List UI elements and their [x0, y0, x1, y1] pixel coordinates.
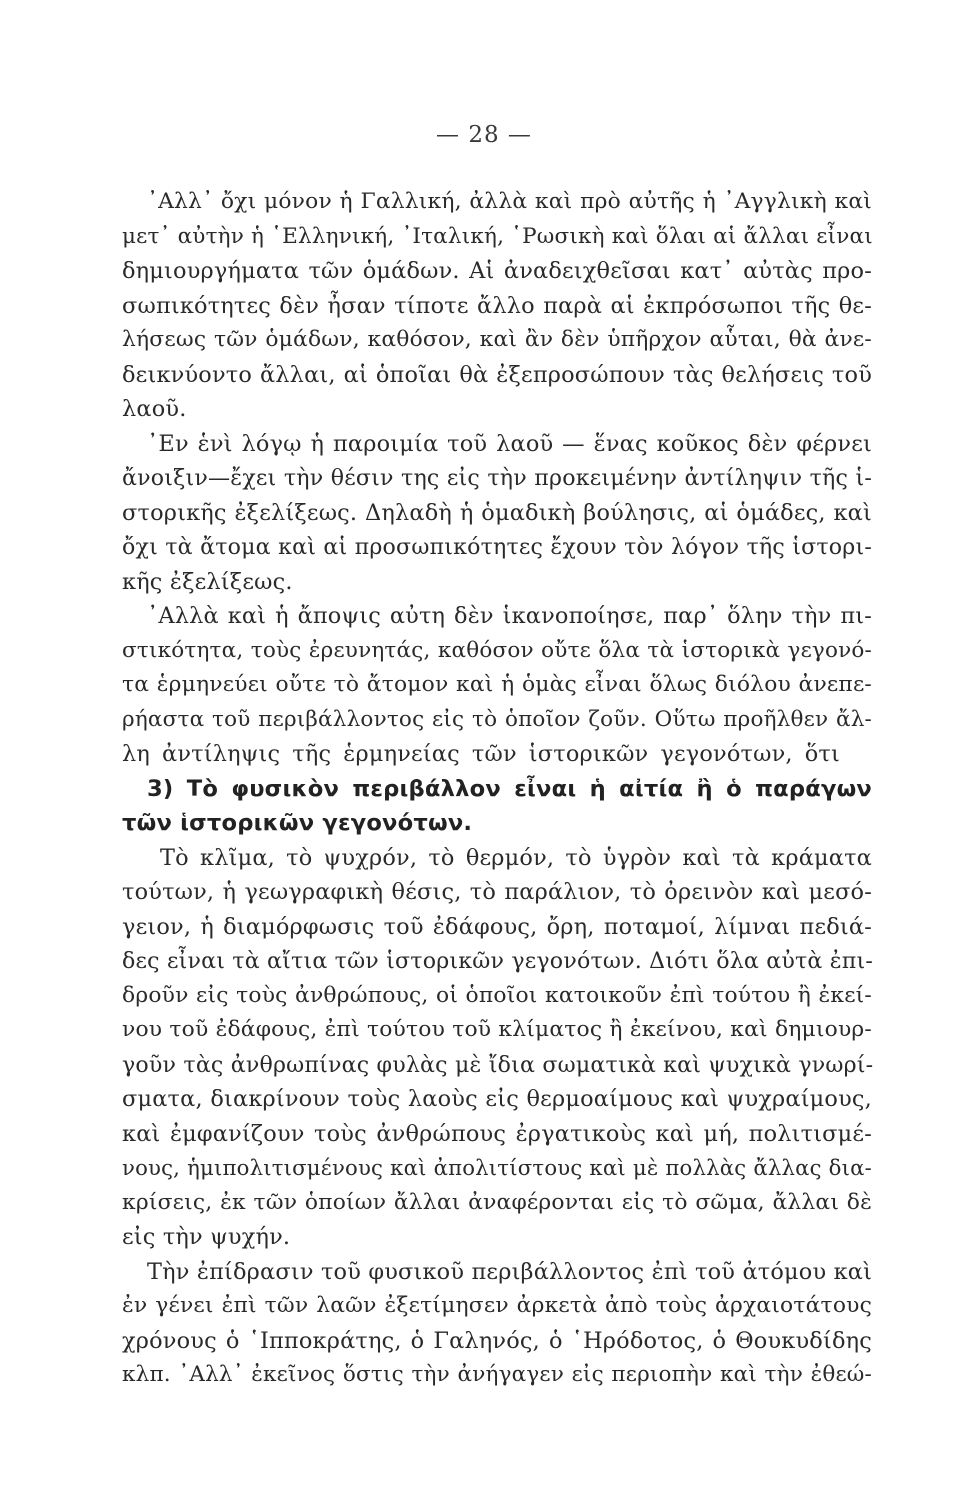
text-line: κρίσεις, ἐκ τῶν ὁποίων ἄλλαι ἀναφέρονται εἰς τὸ σῶμα, ἄλλαι δὲ: [122, 1190, 872, 1215]
text-line: λήσεως τῶν ὁμάδων, καθόσον, καὶ ἂν δὲν ὑπῆρχον αὗται, θὰ ἀνε-: [122, 327, 872, 352]
text-line: χρόνους ὁ ῾Ιπποκράτης, ὁ Γαληνός, ὁ ῾Ηρόδοτος, ὁ Θουκυδίδης: [122, 1328, 872, 1354]
text-line: τούτων, ἡ γεωγραφικὴ θέσις, τὸ παράλιον, τὸ ὀρεινὸν καὶ μεσό-: [122, 879, 872, 905]
text-line: μετ᾿ αὐτὴν ἡ ῾Ελληνική, ᾿Ιταλική, ῾Ρωσικὴ καὶ ὅλαι αἱ ἄλλαι εἶναι: [122, 224, 873, 249]
text-line: Τὸ κλῖμα, τὸ ψυχρόν, τὸ θερμόν, τὸ ὑγρὸν καὶ τὰ κράματα: [160, 845, 872, 871]
text-line: δροῦν εἰς τοὺς ἀνθρώπους, οἱ ὁποῖοι κατοικοῦν ἐπὶ τούτου ἢ ἐκεί-: [122, 983, 872, 1008]
text-line: γοῦν τὰς ἀνθρωπίνας φυλὰς μὲ ἴδια σωματικὰ καὶ ψυχικὰ γνωρί-: [122, 1052, 874, 1078]
text-line: σωπικότητες δὲν ἦσαν τίποτε ἄλλο παρὰ αἱ ἐκπρόσωποι τῆς θε-: [122, 293, 872, 319]
text-line: δες εἶναι τὰ αἴτια τῶν ἱστορικῶν γεγονότων. Διότι ὅλα αὐτὰ ἐπι-: [122, 948, 874, 974]
text-line: ᾿Αλλ᾿ ὄχι μόνον ἡ Γαλλική, ἀλλὰ καὶ πρὸ αὐτῆς ἡ ᾿Αγγλικὴ καὶ: [147, 189, 872, 214]
text-line: νου τοῦ ἐδάφους, ἐπὶ τούτου τοῦ κλίματος ἢ ἐκείνου, καὶ δημιουρ-: [122, 1017, 872, 1042]
text-line: δεικνύοντο ἄλλαι, αἱ ὁποῖαι θὰ ἐξεπροσώπουν τὰς θελήσεις τοῦ: [122, 362, 872, 388]
text-line: ᾿Εν ἑνὶ λόγῳ ἡ παροιμία τοῦ λαοῦ — ἕνας κοῦκος δὲν φέρνει: [147, 431, 872, 457]
text-line: λαοῦ.: [122, 396, 187, 422]
text-line: ἄνοιξιν—ἔχει τὴν θέσιν της εἰς τὴν προκειμένην ἀντίληψιν τῆς ἱ-: [122, 465, 872, 491]
text-line: ρήαστα τοῦ περιβάλλοντος εἰς τὸ ὁποῖον ζοῦν. Οὕτω προῆλθεν ἄλ-: [122, 707, 872, 732]
text-line: ᾿Αλλὰ καὶ ἡ ἄποψις αὐτη δὲν ἱκανοποίησε, παρ᾿ ὅλην τὴν πι-: [147, 603, 872, 629]
text-line: λη ἀντίληψις τῆς ἑρμηνείας τῶν ἱστορικῶν γεγονότων, ὅτι: [122, 741, 840, 767]
page-number: — 28 —: [436, 122, 532, 148]
text-line: καὶ ἐμφανίζουν τοὺς ἀνθρώπους ἐργατικοὺς καὶ μή, πολιτισμέ-: [122, 1121, 872, 1147]
text-line: νους, ἡμιπολιτισμένους καὶ ἀπολιτίστους καὶ μὲ πολλὰς ἄλλας δια-: [122, 1155, 872, 1180]
text-line: κλπ. ᾿Αλλ᾿ ἐκεῖνος ὅστις τὴν ἀνήγαγεν εἰς περιοπὴν καὶ τὴν ἐθεώ-: [122, 1362, 872, 1387]
text-line: κῆς ἐξελίξεως.: [122, 569, 293, 595]
text-line: γειον, ἡ διαμόρφωσις τοῦ ἐδάφους, ὄρη, ποταμοί, λίμναι πεδιά-: [122, 914, 872, 940]
text-line: Τὴν ἐπίδρασιν τοῦ φυσικοῦ περιβάλλοντος ἐπὶ τοῦ ἀτόμου καὶ: [147, 1259, 873, 1285]
text-line: ὄχι τὰ ἄτομα καὶ αἱ προσωπικότητες ἔχουν τὸν λόγον τῆς ἱστορι-: [122, 534, 872, 560]
text-line: σματα, διακρίνουν τοὺς λαοὺς εἰς θερμοαίμους καὶ ψυχραίμους,: [122, 1086, 872, 1112]
section-heading: 3) Τὸ φυσικὸν περιβάλλον εἶναι ἡ αἰτία ἢ ὁ παράγων: [147, 776, 872, 802]
text-line: δημιουργήματα τῶν ὁμάδων. Αἱ ἀναδειχθεῖσαι κατ᾿ αὐτὰς προ-: [122, 258, 872, 284]
text-line: στορικῆς ἐξελίξεως. Δηλαδὴ ἡ ὁμαδικὴ βούλησις, αἱ ὁμάδες, καὶ: [122, 500, 872, 526]
text-line: ἐν γένει ἐπὶ τῶν λαῶν ἐξετίμησεν ἀρκετὰ ἀπὸ τοὺς ἀρχαιοτάτους: [122, 1293, 872, 1318]
text-line: εἰς τὴν ψυχήν.: [122, 1224, 291, 1250]
text-line: στικότητα, τοὺς ἐρευνητάς, καθόσον οὔτε ὅλα τὰ ἱστορικὰ γεγονό-: [122, 638, 872, 663]
text-line: τα ἑρμηνεύει οὔτε τὸ ἄτομον καὶ ἡ ὁμὰς εἶναι ὅλως διόλου ἀνεπε-: [122, 672, 872, 697]
section-heading-continued: τῶν ἱστορικῶν γεγονότων.: [122, 810, 473, 836]
